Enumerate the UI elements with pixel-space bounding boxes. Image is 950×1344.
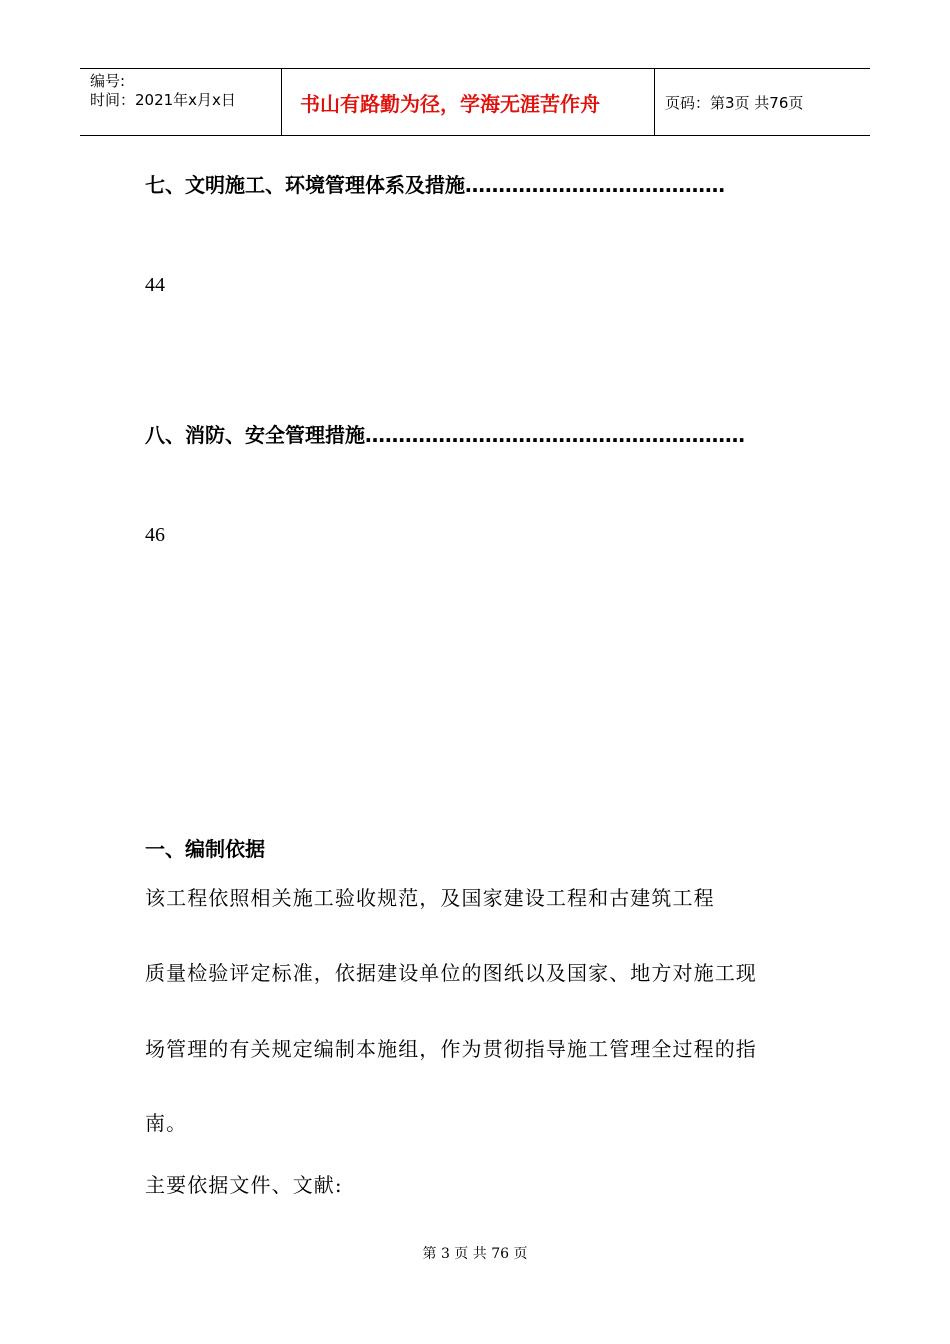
paragraph-line: 场管理的有关规定编制本施组，作为贯彻指导施工管理全过程的指 <box>145 1037 757 1061</box>
document-time-label: 时间：2021年x月x日 <box>90 91 236 109</box>
toc-entry-page: 46 <box>145 524 165 546</box>
header-left-cell <box>80 69 282 135</box>
toc-entry-page: 44 <box>145 274 165 296</box>
header-right-cell <box>655 69 870 135</box>
section-title: 一、编制依据 <box>145 837 265 861</box>
header-motto: 书山有路勤为径，学海无涯苦作舟 <box>300 92 600 116</box>
page-header <box>80 68 870 136</box>
paragraph-line: 该工程依照相关施工验收规范，及国家建设工程和古建筑工程 <box>145 886 715 910</box>
paragraph-line: 主要依据文件、文献: <box>145 1173 343 1197</box>
header-middle-cell <box>282 69 655 135</box>
document-number-label: 编号: <box>90 72 126 90</box>
header-page-info: 页码：第3页 共76页 <box>665 94 804 112</box>
toc-entry-title: 八、消防、安全管理措施………………………………………………… <box>145 423 745 447</box>
page-footer: 第 3 页 共 76 页 <box>422 1246 528 1262</box>
paragraph-line: 质量检验评定标准，依据建设单位的图纸以及国家、地方对施工现 <box>145 961 757 985</box>
toc-entry-title: 七、文明施工、环境管理体系及措施………………………………… <box>145 173 725 197</box>
paragraph-line: 南。 <box>145 1111 188 1135</box>
